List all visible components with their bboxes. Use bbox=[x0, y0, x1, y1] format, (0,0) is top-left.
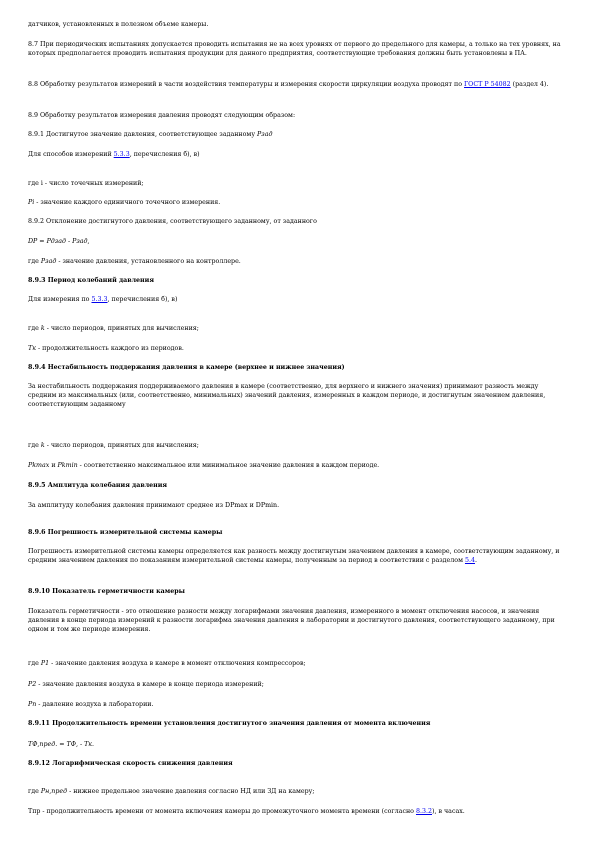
paragraph-sensors bbox=[28, 20, 568, 29]
text: (раздел 4). bbox=[510, 81, 549, 88]
paragraph-amplitude bbox=[28, 501, 568, 510]
text: ТФ,пред. = ТФ, - Тк. bbox=[28, 741, 95, 748]
text: где bbox=[28, 325, 41, 332]
text: 8.9.2 Отклонение достигнутого давления, соответствующего заданному, от заданного bbox=[28, 218, 317, 225]
symbol: Pkmin bbox=[57, 462, 78, 469]
text: - нижнее предельное значение давления согласно НД или ЗД на камеру; bbox=[67, 788, 315, 795]
text: , перечисления б), в) bbox=[107, 296, 178, 303]
text: Погрешность измерительной системы камеры определяется как разность между достигнутым значением давления в камере, соответствующим заданному, и средним значением давления по показаниям измерительной системы камеры, полученным за период в соответствии с разделом bbox=[28, 548, 560, 564]
paragraph-p2 bbox=[28, 680, 568, 689]
paragraph-rzad bbox=[28, 257, 568, 266]
text: Для способов измерений bbox=[28, 151, 114, 158]
paragraph-8-9-1 bbox=[28, 130, 568, 139]
text: 8.9.5 Амплитуда колебания давления bbox=[28, 482, 168, 489]
paragraph-pi bbox=[28, 198, 568, 207]
text: ), в часах. bbox=[432, 808, 465, 815]
symbol: Р1 bbox=[40, 660, 50, 667]
text: 8.9.11 Продолжительность времени установления достигнутого значения давления от момента включения bbox=[28, 720, 431, 727]
paragraph-tpr bbox=[28, 807, 568, 816]
text: где bbox=[28, 660, 41, 667]
text: и bbox=[49, 462, 58, 469]
text: 8.9 Обработку результатов измерения давления проводят следующим образом: bbox=[28, 112, 296, 119]
heading-8-9-10 bbox=[28, 587, 568, 596]
paragraph-where-i bbox=[28, 179, 568, 188]
paragraph-instability bbox=[28, 382, 568, 409]
symbol: Pkmax bbox=[28, 462, 50, 469]
text: где bbox=[28, 258, 41, 265]
paragraph-8-7 bbox=[28, 40, 568, 58]
text: 8.9.4 Нестабильность поддержания давления в камере (верхнее и нижнее значения) bbox=[28, 364, 345, 371]
paragraph-measure bbox=[28, 295, 568, 304]
text: Для измерения по bbox=[28, 296, 92, 303]
heading-8-9-3 bbox=[28, 276, 568, 285]
text: 8.9.12 Логарифмическая скорость снижения давления bbox=[28, 760, 233, 767]
text: За амплитуду колебания давления принимают среднее из DPmax и DPmin. bbox=[28, 502, 280, 509]
formula-tf bbox=[28, 740, 568, 749]
symbol: Pi bbox=[28, 199, 35, 206]
paragraph-error bbox=[28, 547, 568, 565]
symbol: Тк bbox=[28, 345, 36, 352]
text: 8.7 При периодических испытаниях допускается проводить испытания не на всех уровнях от первого до предельного для камеры, а только на тех уровнях, на которых предполагается проводить испытания продукции для данного предприятия, соответствующие требования должны быть установлены в ПА. bbox=[28, 41, 561, 57]
symbol: Р2 bbox=[28, 681, 37, 688]
text: - значение давления воздуха в камере в конце периода измерений; bbox=[36, 681, 264, 688]
heading-8-9-12 bbox=[28, 759, 568, 768]
paragraph-tightness bbox=[28, 607, 568, 634]
text: За нестабильность поддержания поддерживаемого давления в камере (соответственно, для верхнего и нижнего значения) принимают разность между средним из максимальных (или, соответственно, минимальных) значений давления, измеренных в каждом периоде, и достигнутым значением давления, соответствующим заданному bbox=[28, 383, 546, 408]
link-5-3-3-b[interactable]: 5.3.3 bbox=[91, 296, 108, 303]
text: - число периодов, принятых для вычисления; bbox=[44, 325, 199, 332]
text: 8.9.6 Погрешность измерительной системы камеры bbox=[28, 529, 223, 536]
text: - значение каждого единичного точечного измерения. bbox=[34, 199, 221, 206]
text: DP = Pдзад - Рзад, bbox=[28, 238, 90, 245]
paragraph-where-k-2 bbox=[28, 441, 568, 450]
symbol: k bbox=[40, 442, 45, 449]
text: где i - число точечных измерений; bbox=[28, 180, 144, 187]
heading-8-9-5 bbox=[28, 481, 568, 490]
paragraph-8-8 bbox=[28, 80, 568, 89]
paragraph-methods bbox=[28, 150, 568, 159]
text: 8.9.3 Период колебаний давления bbox=[28, 277, 154, 284]
link-8-3-2[interactable]: 8.3.2 bbox=[415, 808, 433, 815]
paragraph-rn-pred bbox=[28, 787, 568, 796]
symbol: Рзад bbox=[40, 258, 57, 265]
text: где bbox=[28, 442, 41, 449]
link-5-4[interactable]: 5.4 bbox=[464, 557, 475, 564]
text: - значение давления воздуха в камере в момент отключения компрессоров; bbox=[49, 660, 306, 667]
text: - значение давления, установленного на контроллере. bbox=[56, 258, 241, 265]
text: 8.8 Обработку результатов измерений в части воздействия температуры и измерения скорости циркуляции воздуха проводят по bbox=[28, 81, 465, 88]
symbol: k bbox=[40, 325, 45, 332]
text: датчиков, установленных в полезном объеме камеры. bbox=[28, 21, 209, 28]
paragraph-tk bbox=[28, 344, 568, 353]
text: Показатель герметичности - это отношение разности между логарифмами значения давления, измеренного в момент отключения насосов, и значения давления в конце периода измерений к разности логарифма значения давления в лаборатории и достигнутого давления, соответствующего заданному, при одном и том же периоде измерения. bbox=[28, 608, 555, 633]
text: 8.9.10 Показатель герметичности камеры bbox=[28, 588, 185, 595]
text: - число периодов, принятых для вычисления; bbox=[44, 442, 199, 449]
text: . bbox=[474, 557, 477, 564]
formula-dp bbox=[28, 237, 568, 246]
paragraph-8-9-2 bbox=[28, 217, 568, 226]
text: - продолжительность каждого из периодов. bbox=[35, 345, 184, 352]
symbol: Рп bbox=[28, 701, 37, 708]
symbol: Рзад bbox=[257, 131, 273, 138]
heading-8-9-6 bbox=[28, 528, 568, 537]
text: - давление воздуха в лаборатории. bbox=[36, 701, 154, 708]
text: 8.9.1 Достигнутое значение давления, соответствующее заданному bbox=[28, 131, 258, 138]
text: Тпр - продолжительность времени от момента включения камеры до промежуточного момента времени (согласно bbox=[28, 808, 416, 815]
text: - соответственно максимальное или минимальное значение давления в каждом периоде. bbox=[77, 462, 380, 469]
paragraph-p1 bbox=[28, 659, 568, 668]
paragraph-8-9 bbox=[28, 111, 568, 120]
heading-8-9-4 bbox=[28, 363, 568, 372]
link-gost-54082[interactable]: ГОСТ Р 54082 bbox=[464, 81, 511, 88]
text: где bbox=[28, 788, 41, 795]
text: , перечисления б), в) bbox=[129, 151, 200, 158]
paragraph-pn bbox=[28, 700, 568, 709]
heading-8-9-11 bbox=[28, 719, 568, 728]
paragraph-pkmax bbox=[28, 461, 568, 470]
paragraph-where-k bbox=[28, 324, 568, 333]
symbol: Рн,пред bbox=[40, 788, 68, 795]
link-5-3-3[interactable]: 5.3.3 bbox=[113, 151, 130, 158]
